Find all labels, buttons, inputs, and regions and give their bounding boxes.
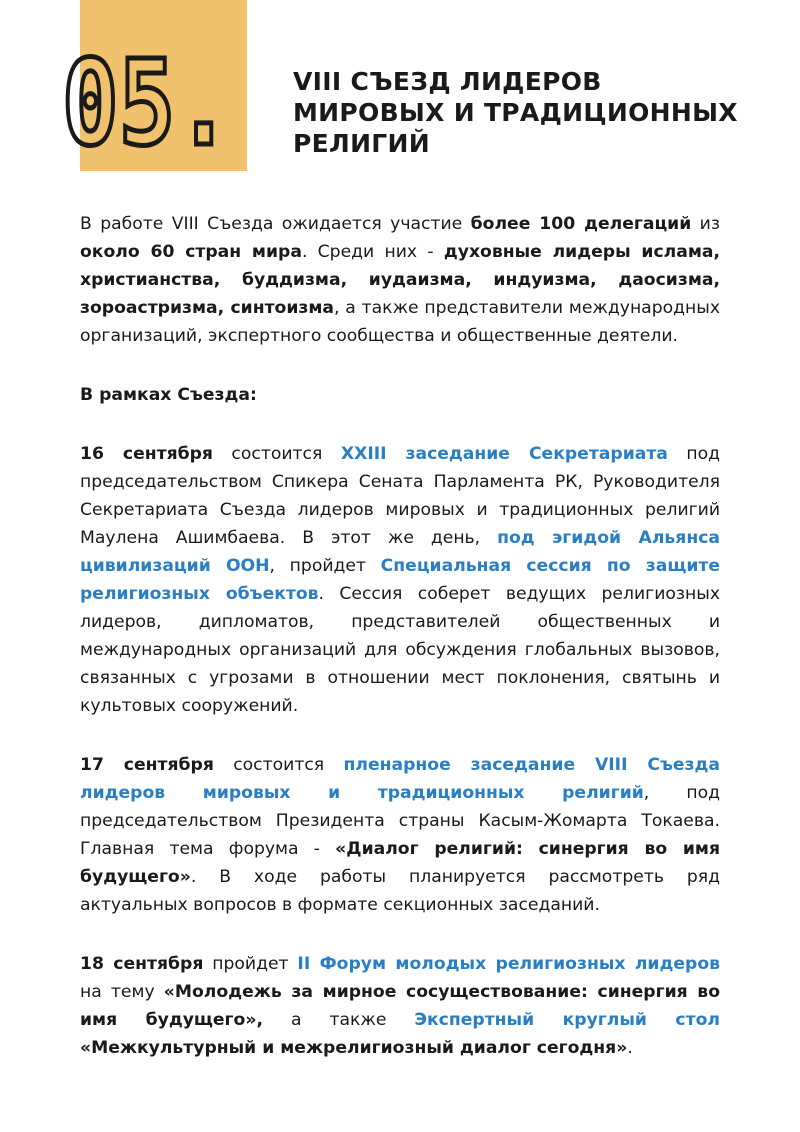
title-line: VIII СЪЕЗД ЛИДЕРОВ: [293, 67, 602, 96]
section-title: [293, 66, 753, 159]
bold-text: духовные лидеры ислама, христианства, буддизма, иудаизма, индуизма, даосизма, зороастризма, синтоизма: [80, 242, 721, 318]
paragraph-sept-17: [80, 751, 720, 919]
text: . Среди них -: [301, 242, 444, 262]
bold-text: «Молодежь за мирное сосуществование: синергия во имя будущего»,: [80, 982, 720, 1030]
text: под председательством Спикера Сената Парламента РК, Руководителя Секретариата Съезда лидеров мировых и традиционных религий Маулена Ашимбаева. В этот же день,: [80, 444, 721, 548]
text: пройдет: [203, 954, 298, 974]
article-body: [80, 210, 720, 1093]
highlight-link[interactable]: Экспертный круглый стол: [414, 1010, 720, 1030]
paragraph-intro: [80, 210, 720, 350]
text: состоится: [212, 444, 341, 464]
highlight-link[interactable]: Специальная сессия по защите религиозных объектов: [80, 556, 720, 604]
section-number-text: 05.: [62, 34, 232, 172]
title-line: МИРОВЫХ И ТРАДИЦИОННЫХ: [293, 98, 738, 127]
subheading: В рамках Съезда:: [80, 385, 257, 405]
text: , а также представители международных организаций, экспертного сообщества и общественные деятели.: [80, 298, 720, 346]
bold-text: более 100 делегаций: [470, 214, 692, 234]
bold-text: около 60 стран мира: [80, 242, 302, 262]
text: .: [627, 1038, 633, 1058]
text: состоится: [213, 755, 344, 775]
title-line: РЕЛИГИЙ: [293, 129, 430, 158]
text: , пройдет: [269, 556, 381, 576]
highlight-link[interactable]: под эгидой Альянса цивилизаций ООН: [80, 528, 720, 576]
paragraph-heading: [80, 381, 720, 409]
bold-text: «Диалог религий: синергия во имя будущего»: [80, 839, 720, 887]
text: на тему: [80, 982, 164, 1002]
paragraph-sept-16: [80, 440, 720, 720]
text: , под председательством Президента страны Касым-Жомарта Токаева. Главная тема форума -: [80, 783, 720, 859]
highlight-link[interactable]: II Форум молодых религиозных лидеров: [297, 954, 721, 974]
text: . В ходе работы планируется рассмотреть ряд актуальных вопросов в формате секционных заседаний.: [80, 867, 720, 915]
highlight-link[interactable]: XXIII заседание Секретариата: [340, 444, 668, 464]
bold-text: «Межкультурный и межрелигиозный диалог сегодня»: [80, 1038, 628, 1058]
section-number: [62, 30, 262, 180]
highlight-link[interactable]: пленарное заседание VIII Съезда лидеров мировых и традиционных религий: [80, 755, 720, 803]
date-label: 17 сентября: [80, 755, 214, 775]
text: . Сессия соберет ведущих религиозных лидеров, дипломатов, представителей общественных и международных организаций для обсуждения глобальных вызовов, связанных с угрозами в отношении мест поклонения, святынь и культовых сооружений.: [80, 584, 720, 716]
text: из: [691, 214, 720, 234]
text: а также: [262, 1010, 415, 1030]
text: В работе VIII Съезда ожидается участие: [80, 214, 471, 234]
paragraph-sept-18: [80, 950, 720, 1062]
date-label: 16 сентября: [80, 444, 213, 464]
date-label: 18 сентября: [80, 954, 204, 974]
